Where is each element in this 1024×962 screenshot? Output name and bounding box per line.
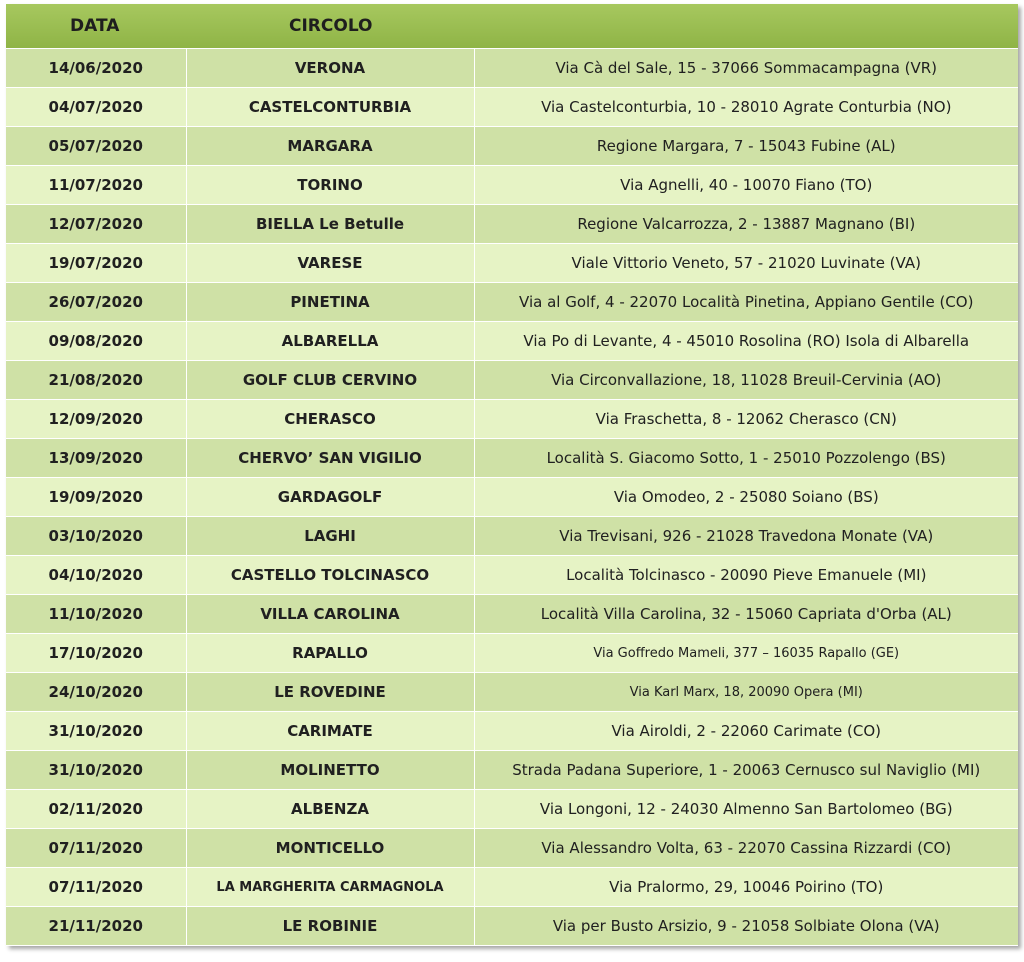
- club-cell: CARIMATE: [186, 712, 474, 751]
- club-cell: MARGARA: [186, 127, 474, 166]
- table-row: [6, 790, 1018, 829]
- address-cell: Via Omodeo, 2 - 25080 Soiano (BS): [474, 478, 1018, 517]
- club-cell: GARDAGOLF: [186, 478, 474, 517]
- address-cell: Via Airoldi, 2 - 22060 Carimate (CO): [474, 712, 1018, 751]
- table-row: [6, 400, 1018, 439]
- date-cell: 19/09/2020: [6, 478, 186, 517]
- address-cell: Via Longoni, 12 - 24030 Almenno San Bartolomeo (BG): [474, 790, 1018, 829]
- table-row: [6, 556, 1018, 595]
- table-row: [6, 517, 1018, 556]
- date-cell: 11/10/2020: [6, 595, 186, 634]
- date-cell: 21/08/2020: [6, 361, 186, 400]
- table-body: [6, 49, 1018, 946]
- header-address: [474, 4, 1018, 49]
- club-cell: MOLINETTO: [186, 751, 474, 790]
- date-cell: 13/09/2020: [6, 439, 186, 478]
- table-row: [6, 712, 1018, 751]
- club-cell: PINETINA: [186, 283, 474, 322]
- club-cell: BIELLA Le Betulle: [186, 205, 474, 244]
- club-cell: VARESE: [186, 244, 474, 283]
- schedule-table-wrapper: [6, 4, 1018, 946]
- address-cell: Via Circonvallazione, 18, 11028 Breuil-Cervinia (AO): [474, 361, 1018, 400]
- club-cell: LAGHI: [186, 517, 474, 556]
- date-cell: 07/11/2020: [6, 829, 186, 868]
- table-row: [6, 634, 1018, 673]
- club-cell: VILLA CAROLINA: [186, 595, 474, 634]
- date-cell: 04/07/2020: [6, 88, 186, 127]
- date-cell: 12/07/2020: [6, 205, 186, 244]
- club-cell: ALBENZA: [186, 790, 474, 829]
- club-cell: CASTELCONTURBIA: [186, 88, 474, 127]
- date-cell: 26/07/2020: [6, 283, 186, 322]
- table-row: [6, 49, 1018, 88]
- table-row: [6, 829, 1018, 868]
- date-cell: 31/10/2020: [6, 712, 186, 751]
- address-cell: Regione Margara, 7 - 15043 Fubine (AL): [474, 127, 1018, 166]
- date-cell: 14/06/2020: [6, 49, 186, 88]
- address-cell: Viale Vittorio Veneto, 57 - 21020 Luvinate (VA): [474, 244, 1018, 283]
- table-row: [6, 595, 1018, 634]
- date-cell: 03/10/2020: [6, 517, 186, 556]
- address-cell: Regione Valcarrozza, 2 - 13887 Magnano (BI): [474, 205, 1018, 244]
- address-cell: Via Fraschetta, 8 - 12062 Cherasco (CN): [474, 400, 1018, 439]
- date-cell: 07/11/2020: [6, 868, 186, 907]
- club-cell: MONTICELLO: [186, 829, 474, 868]
- table-row: [6, 283, 1018, 322]
- club-cell: CHERVO’ SAN VIGILIO: [186, 439, 474, 478]
- club-cell: RAPALLO: [186, 634, 474, 673]
- address-cell: Via al Golf, 4 - 22070 Località Pinetina, Appiano Gentile (CO): [474, 283, 1018, 322]
- address-cell: Località Tolcinasco - 20090 Pieve Emanuele (MI): [474, 556, 1018, 595]
- table-row: [6, 868, 1018, 907]
- table-header: [6, 4, 1018, 49]
- address-cell: Strada Padana Superiore, 1 - 20063 Cernusco sul Naviglio (MI): [474, 751, 1018, 790]
- table-row: [6, 127, 1018, 166]
- address-cell: Località S. Giacomo Sotto, 1 - 25010 Pozzolengo (BS): [474, 439, 1018, 478]
- schedule-table: [6, 4, 1018, 946]
- table-row: [6, 322, 1018, 361]
- club-cell: GOLF CLUB CERVINO: [186, 361, 474, 400]
- table-row: [6, 907, 1018, 946]
- club-cell: LE ROVEDINE: [186, 673, 474, 712]
- club-cell: CASTELLO TOLCINASCO: [186, 556, 474, 595]
- address-cell: Via Castelconturbia, 10 - 28010 Agrate Conturbia (NO): [474, 88, 1018, 127]
- header-club: CIRCOLO: [186, 4, 474, 49]
- club-cell: VERONA: [186, 49, 474, 88]
- table-row: [6, 205, 1018, 244]
- date-cell: 21/11/2020: [6, 907, 186, 946]
- club-cell: TORINO: [186, 166, 474, 205]
- table-row: [6, 361, 1018, 400]
- date-cell: 12/09/2020: [6, 400, 186, 439]
- address-cell: Località Villa Carolina, 32 - 15060 Capriata d'Orba (AL): [474, 595, 1018, 634]
- address-cell: Via Cà del Sale, 15 - 37066 Sommacampagna (VR): [474, 49, 1018, 88]
- date-cell: 05/07/2020: [6, 127, 186, 166]
- address-cell: Via Agnelli, 40 - 10070 Fiano (TO): [474, 166, 1018, 205]
- club-cell: CHERASCO: [186, 400, 474, 439]
- address-cell: Via per Busto Arsizio, 9 - 21058 Solbiate Olona (VA): [474, 907, 1018, 946]
- table-row: [6, 478, 1018, 517]
- table-row: [6, 751, 1018, 790]
- table-row: [6, 244, 1018, 283]
- address-cell: Via Trevisani, 926 - 21028 Travedona Monate (VA): [474, 517, 1018, 556]
- address-cell: Via Alessandro Volta, 63 - 22070 Cassina Rizzardi (CO): [474, 829, 1018, 868]
- table-row: [6, 88, 1018, 127]
- club-cell: LA MARGHERITA CARMAGNOLA: [186, 868, 474, 907]
- header-row: [6, 4, 1018, 49]
- address-cell: Via Karl Marx, 18, 20090 Opera (MI): [474, 673, 1018, 712]
- address-cell: Via Po di Levante, 4 - 45010 Rosolina (RO) Isola di Albarella: [474, 322, 1018, 361]
- address-cell: Via Goffredo Mameli, 377 – 16035 Rapallo (GE): [474, 634, 1018, 673]
- club-cell: LE ROBINIE: [186, 907, 474, 946]
- table-row: [6, 673, 1018, 712]
- date-cell: 02/11/2020: [6, 790, 186, 829]
- date-cell: 31/10/2020: [6, 751, 186, 790]
- header-date: DATA: [6, 4, 186, 49]
- club-cell: ALBARELLA: [186, 322, 474, 361]
- date-cell: 04/10/2020: [6, 556, 186, 595]
- date-cell: 24/10/2020: [6, 673, 186, 712]
- table-row: [6, 439, 1018, 478]
- date-cell: 19/07/2020: [6, 244, 186, 283]
- date-cell: 17/10/2020: [6, 634, 186, 673]
- table-row: [6, 166, 1018, 205]
- date-cell: 11/07/2020: [6, 166, 186, 205]
- date-cell: 09/08/2020: [6, 322, 186, 361]
- address-cell: Via Pralormo, 29, 10046 Poirino (TO): [474, 868, 1018, 907]
